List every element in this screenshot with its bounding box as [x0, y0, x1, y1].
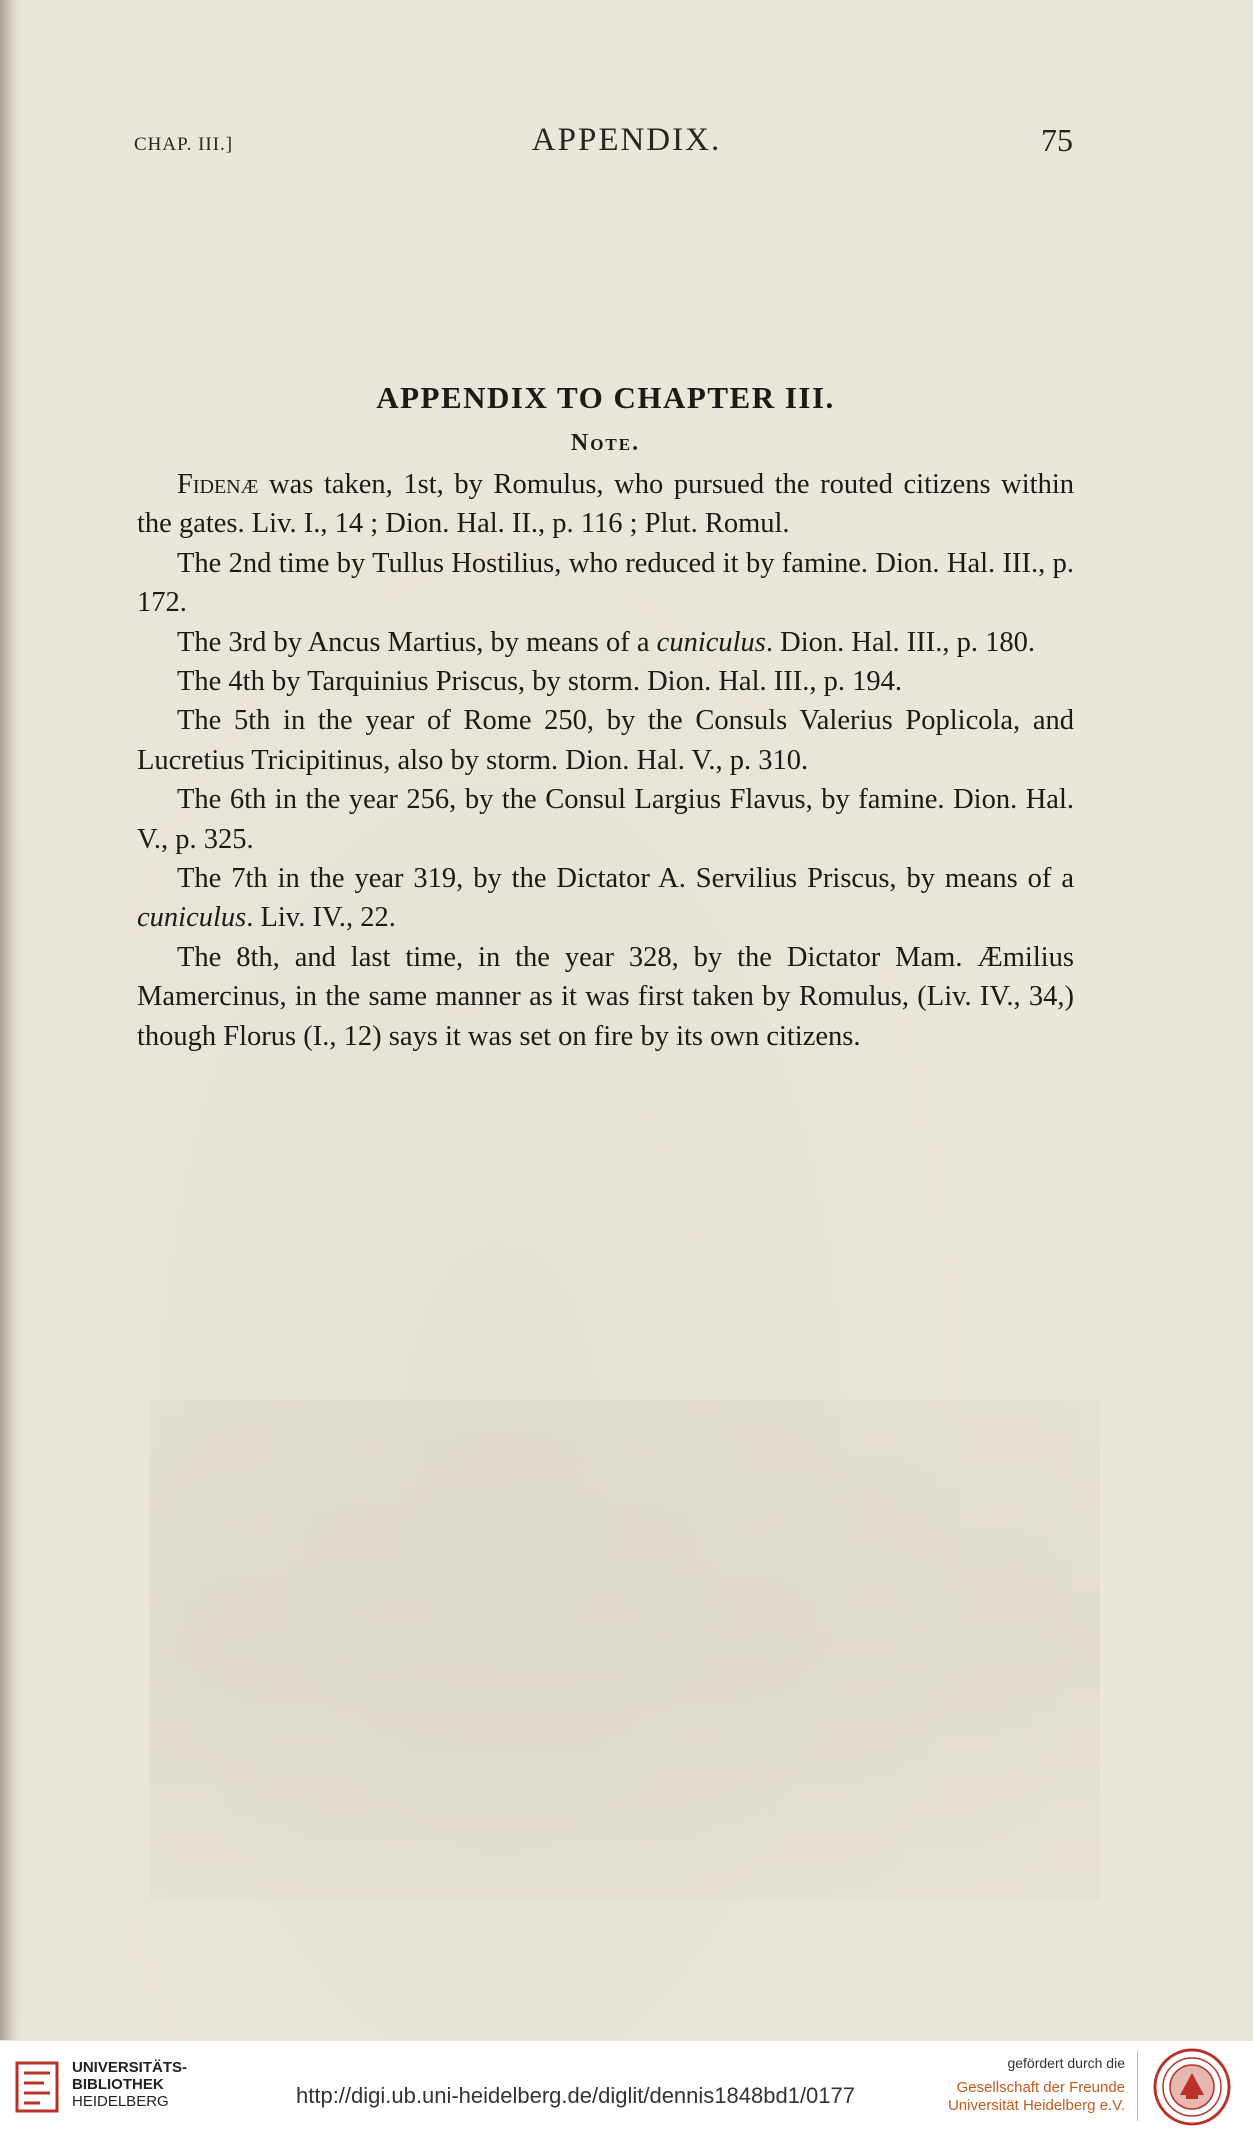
sponsor-name-line: Gesellschaft der Freunde [956, 2079, 1125, 2096]
running-head-title: APPENDIX. [531, 122, 722, 158]
viewer-footer [0, 2040, 1253, 2129]
paragraph-text: The 4th by Tarquinius Priscus, by storm. Dion. Hal. III., p. 194. [177, 666, 902, 698]
library-logo-icon [14, 2059, 60, 2115]
library-name-line: HEIDELBERG [72, 2093, 169, 2110]
paragraph-2 [137, 544, 1074, 623]
footer-divider [1137, 2051, 1138, 2121]
paragraph-text: The 3rd by Ancus Martius, by means of a [177, 626, 657, 658]
paragraph-8 [137, 938, 1074, 1056]
spine-shadow [0, 0, 22, 2040]
paragraph-text: was taken, 1st, by Romulus, who pursued the routed citizens within the gates. Liv. I., 14 ; Dion. Hal. II., p. 116 ; Plut. Romul. [137, 469, 1074, 540]
paragraph-text: The 6th in the year 256, by the Consul Largius Flavus, by famine. Dion. Hal. V., p. 325. [137, 784, 1074, 855]
sponsor-label: gefördert durch die [1007, 2055, 1125, 2071]
sponsor-name-line: Universität Heidelberg e.V. [947, 2097, 1125, 2114]
paragraph-text: The 7th in the year 319, by the Dictator A. Servilius Priscus, by means of a [177, 863, 1074, 895]
library-name-line: UNIVERSITÄTS- [72, 2059, 188, 2076]
paragraph-5 [137, 701, 1074, 780]
italic-term: cuniculus [137, 902, 247, 934]
lead-word: Fidenæ [177, 469, 259, 500]
permalink-url[interactable]: http://digi.ub.uni-heidelberg.de/diglit/dennis1848bd1/0177 [296, 2083, 855, 2108]
paragraph-text: The 5th in the year of Rome 250, by the Consuls Valerius Poplicola, and Lucretius Tricipitinus, also by storm. Dion. Hal. V., p. 310. [137, 705, 1074, 776]
paragraph-text: . Dion. Hal. III., p. 180. [765, 626, 1036, 658]
paragraph-text: The 2nd time by Tullus Hostilius, who reduced it by famine. Dion. Hal. III., p. 172. [137, 547, 1074, 619]
italic-term: cuniculus [656, 626, 766, 658]
paragraph-text: The 8th, and last time, in the year 328, by the Dictator Mam. Æmilius Mamercinus, in the same manner as it was first taken by Romulus, (Liv. IV., 34,) though Florus (I., 12) says it was set on fire by its own citizens. [137, 941, 1074, 1052]
library-name [72, 2059, 187, 2110]
running-head [0, 122, 1253, 162]
paragraph-1 [137, 465, 1074, 544]
paragraph-4 [137, 662, 1074, 701]
library-name-line: BIBLIOTHEK [72, 2076, 164, 2093]
note-heading: Note. [570, 430, 641, 456]
paragraph-7 [137, 859, 1074, 938]
university-seal-icon [1152, 2047, 1232, 2127]
sponsor-block [948, 2055, 1125, 2115]
paragraph-text: . Liv. IV., 22. [246, 902, 396, 934]
show-through-bleed [150, 1400, 1100, 1900]
paragraph-6 [137, 780, 1074, 859]
page-number: 75 [1041, 122, 1073, 158]
running-head-chapter: CHAP. III.] [134, 134, 234, 155]
page-body [137, 375, 1074, 1056]
appendix-heading: APPENDIX TO CHAPTER III. [376, 380, 835, 415]
paragraph-3 [137, 623, 1074, 662]
